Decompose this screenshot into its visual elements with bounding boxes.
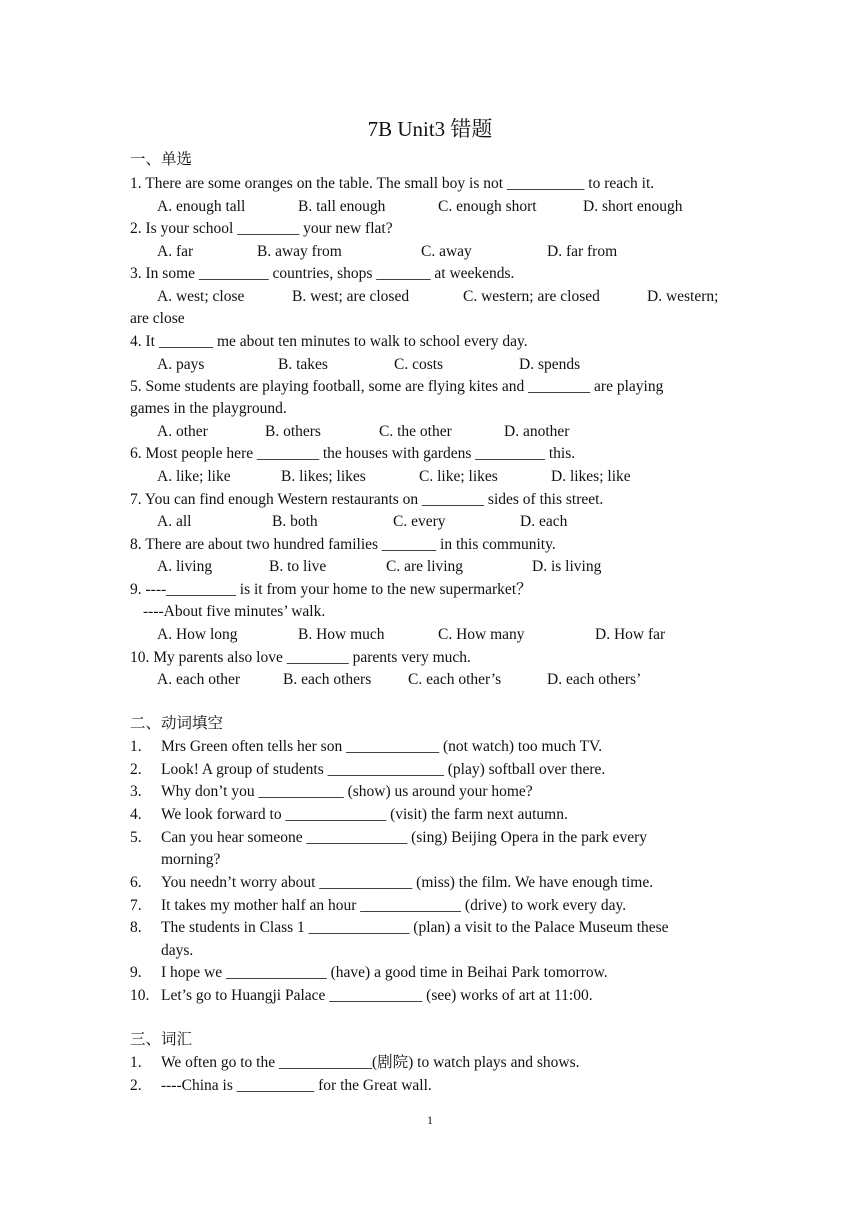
s3-item-text: ----China is __________ for the Great wall. (161, 1077, 432, 1094)
q2-option-b: B. away from (257, 243, 342, 260)
section1-heading: 一、单选 (130, 151, 193, 168)
s2-item-text: Can you hear someone _____________ (sing) Beijing Opera in the park every (161, 829, 647, 846)
s3-item-text: We often go to the ____________(剧院) to watch plays and shows. (161, 1054, 580, 1071)
s3-item-number: 2. (130, 1077, 142, 1094)
q6-option-c: C. like; likes (419, 468, 498, 485)
q5-option-a: A. other (157, 423, 208, 440)
q1-text: 1. There are some oranges on the table. The small boy is not __________ to reach it. (130, 175, 655, 192)
q6-text: 6. Most people here ________ the houses with gardens _________ this. (130, 445, 576, 462)
q1-option-c: C. enough short (438, 198, 537, 215)
q2-option-a: A. far (157, 243, 194, 260)
q7-option-a: A. all (157, 513, 192, 530)
q8-text: 8. There are about two hundred families _______ in this community. (130, 536, 556, 553)
q2-option-d: D. far from (547, 243, 618, 260)
q5-option-c: C. the other (379, 423, 452, 440)
q3-text: 3. In some _________ countries, shops _______ at weekends. (130, 265, 515, 282)
s3-item-number: 1. (130, 1054, 142, 1071)
q10-option-b: B. each others (283, 671, 372, 688)
q1-option-d: D. short enough (583, 198, 683, 215)
q4-option-d: D. spends (519, 356, 581, 373)
q8-option-d: D. is living (532, 558, 602, 575)
q5-option-d: D. another (504, 423, 570, 440)
q10-option-a: A. each other (157, 671, 241, 688)
q2-option-c: C. away (421, 243, 472, 260)
q4-option-b: B. takes (278, 356, 328, 373)
s2-item-number: 4. (130, 806, 142, 823)
s2-item-text: It takes my mother half an hour _____________ (drive) to work every day. (161, 897, 627, 914)
q8-option-b: B. to live (269, 558, 327, 575)
q10-text: 10. My parents also love ________ parents very much. (130, 649, 471, 666)
q7-text: 7. You can find enough Western restaurants on ________ sides of this street. (130, 491, 604, 508)
page-number: 1 (427, 1113, 433, 1127)
q3-option-b: B. west; are closed (292, 288, 410, 305)
s2-item-text: I hope we _____________ (have) a good time in Beihai Park tomorrow. (161, 964, 608, 981)
q6-option-a: A. like; like (157, 468, 231, 485)
q6-option-b: B. likes; likes (281, 468, 366, 485)
q4-option-a: A. pays (157, 356, 205, 373)
s2-item-number: 6. (130, 874, 142, 891)
q8-option-c: C. are living (386, 558, 464, 575)
q9-option-a: A. How long (157, 626, 238, 643)
q8-option-a: A. living (157, 558, 213, 575)
s2-item-number: 9. (130, 964, 142, 981)
s2-item-text: Mrs Green often tells her son ____________ (not watch) too much TV. (161, 738, 603, 755)
q4-text: 4. It _______ me about ten minutes to walk to school every day. (130, 333, 528, 350)
section3-heading: 三、词汇 (130, 1031, 193, 1048)
q5-text: 5. Some students are playing football, some are flying kites and ________ are playing (130, 378, 664, 395)
q1-option-b: B. tall enough (298, 198, 386, 215)
q5-text-continued: games in the playground. (130, 400, 287, 417)
s2-item-text: The students in Class 1 _____________ (plan) a visit to the Palace Museum these (161, 919, 669, 936)
s2-item-number: 1. (130, 738, 142, 755)
q5-option-b: B. others (265, 423, 321, 440)
s2-item-number: 2. (130, 761, 142, 778)
s2-item-text: Why don’t you ___________ (show) us around your home? (161, 783, 533, 800)
q9-text: 9. ----_________ is it from your home to the new supermarket？ (130, 581, 532, 598)
s2-item-text: You needn’t worry about ____________ (miss) the film. We have enough time. (161, 874, 654, 891)
s2-item-number: 8. (130, 919, 142, 936)
s2-item-number: 7. (130, 897, 142, 914)
q10-option-d: D. each others’ (547, 671, 642, 688)
q3-option-d: D. western; (647, 288, 719, 305)
q1-option-a: A. enough tall (157, 198, 246, 215)
q7-option-d: D. each (520, 513, 568, 530)
q4-option-c: C. costs (394, 356, 444, 373)
s2-item-number: 5. (130, 829, 142, 846)
s2-item-number: 3. (130, 783, 142, 800)
q3-option-d-continued: are close (130, 310, 185, 327)
q10-option-c: C. each other’s (408, 671, 502, 688)
q7-option-c: C. every (393, 513, 446, 530)
s2-item-text: Look! A group of students _______________ (play) softball over there. (161, 761, 606, 778)
q9-option-c: C. How many (438, 626, 525, 643)
s2-item-text-continued: morning? (161, 851, 221, 868)
page-title: 7B Unit3 错题 (367, 117, 493, 141)
q3-option-a: A. west; close (157, 288, 245, 305)
q6-option-d: D. likes; like (551, 468, 631, 485)
q3-option-c: C. western; are closed (463, 288, 600, 305)
q9-text-continued: ----About five minutes’ walk. (143, 603, 326, 620)
s2-item-number: 10. (130, 987, 150, 1004)
q9-option-d: D. How far (595, 626, 666, 643)
q2-text: 2. Is your school ________ your new flat? (130, 220, 393, 237)
section2-heading: 二、动词填空 (130, 715, 224, 732)
q7-option-b: B. both (272, 513, 318, 530)
s2-item-text-continued: days. (161, 942, 194, 959)
s2-item-text: Let’s go to Huangji Palace ____________ (see) works of art at 11:00. (161, 987, 593, 1004)
q9-option-b: B. How much (298, 626, 385, 643)
s2-item-text: We look forward to _____________ (visit) the farm next autumn. (161, 806, 568, 823)
